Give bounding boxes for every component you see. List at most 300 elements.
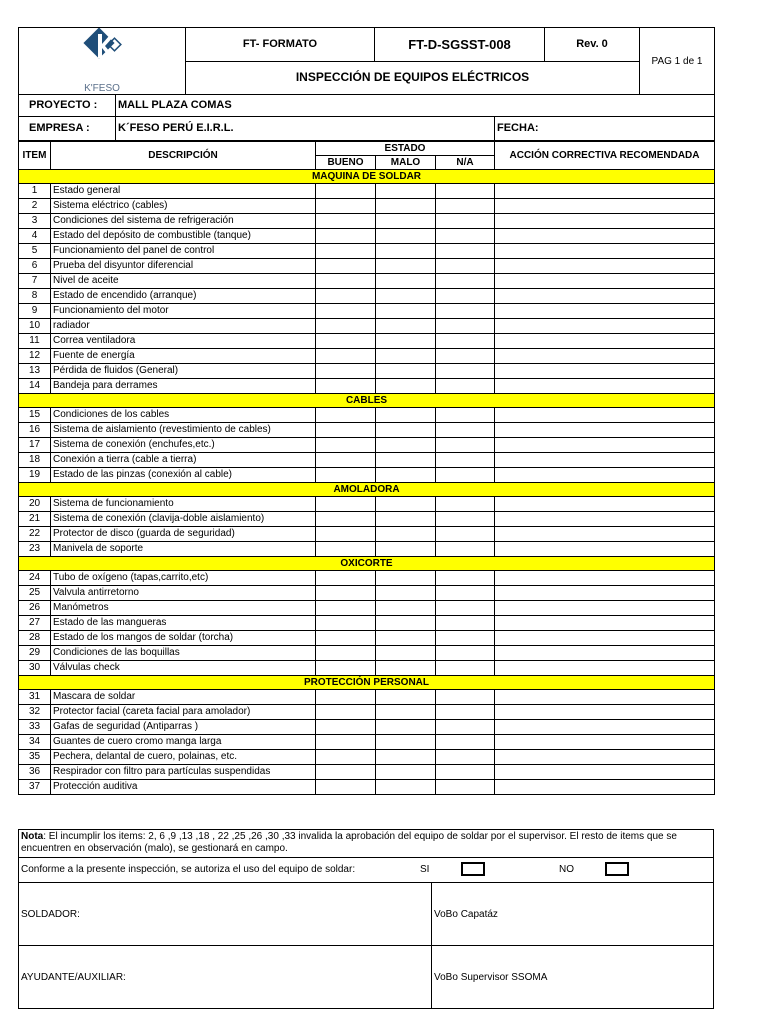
bueno-cell[interactable] [316, 407, 376, 422]
bueno-cell[interactable] [316, 764, 376, 779]
accion-cell[interactable] [495, 719, 715, 734]
bueno-cell[interactable] [316, 183, 376, 198]
footer-box [18, 829, 714, 1009]
item-number: 21 [19, 511, 51, 526]
section-header [19, 482, 715, 496]
malo-cell[interactable] [376, 183, 436, 198]
soldador-field[interactable]: SOLDADOR: [21, 908, 80, 920]
accion-cell[interactable] [495, 437, 715, 452]
accion-cell[interactable] [495, 183, 715, 198]
malo-cell[interactable] [376, 630, 436, 645]
item-number: 19 [19, 467, 51, 482]
malo-cell[interactable] [376, 734, 436, 749]
company-logo [19, 28, 186, 95]
table-row [19, 660, 715, 675]
item-number: 35 [19, 749, 51, 764]
item-number: 1 [19, 183, 51, 198]
table-row [19, 452, 715, 467]
malo-cell[interactable] [376, 749, 436, 764]
bueno-cell[interactable] [316, 303, 376, 318]
section-title: AMOLADORA [19, 482, 715, 496]
item-number: 34 [19, 734, 51, 749]
malo-cell[interactable] [376, 570, 436, 585]
table-row [19, 273, 715, 288]
na-cell[interactable] [436, 183, 495, 198]
col-descripcion: DESCRIPCIÓN [51, 141, 316, 169]
na-cell[interactable] [436, 243, 495, 258]
table-row [19, 630, 715, 645]
item-number: 37 [19, 779, 51, 794]
table-row [19, 570, 715, 585]
malo-cell[interactable] [376, 437, 436, 452]
malo-cell[interactable] [376, 198, 436, 213]
bueno-cell[interactable] [316, 689, 376, 704]
na-cell[interactable] [436, 734, 495, 749]
malo-cell[interactable] [376, 452, 436, 467]
table-row [19, 348, 715, 363]
bueno-cell[interactable] [316, 511, 376, 526]
item-number: 30 [19, 660, 51, 675]
na-cell[interactable] [436, 541, 495, 556]
table-row [19, 779, 715, 794]
malo-cell[interactable] [376, 704, 436, 719]
table-row [19, 615, 715, 630]
na-cell[interactable] [436, 645, 495, 660]
malo-cell[interactable] [376, 496, 436, 511]
table-row [19, 496, 715, 511]
item-number: 6 [19, 258, 51, 273]
note-text [19, 830, 713, 857]
item-description: Valvula antirretorno [51, 585, 316, 600]
table-row [19, 585, 715, 600]
logo-text: K'FESO [84, 83, 120, 94]
malo-cell[interactable] [376, 318, 436, 333]
item-description: Conexión a tierra (cable a tierra) [51, 452, 316, 467]
bueno-cell[interactable] [316, 273, 376, 288]
table-row [19, 600, 715, 615]
table-row [19, 198, 715, 213]
section-header [19, 169, 715, 183]
inspection-form [18, 27, 714, 795]
na-cell[interactable] [436, 630, 495, 645]
item-number: 2 [19, 198, 51, 213]
table-row [19, 526, 715, 541]
col-na: N/A [436, 155, 495, 169]
accion-cell[interactable] [495, 258, 715, 273]
supervisor-field[interactable]: VoBo Supervisor SSOMA [431, 946, 713, 1008]
na-cell[interactable] [436, 660, 495, 675]
bueno-cell[interactable] [316, 615, 376, 630]
item-description: Protección auditiva [51, 779, 316, 794]
accion-cell[interactable] [495, 243, 715, 258]
malo-cell[interactable] [376, 333, 436, 348]
item-number: 25 [19, 585, 51, 600]
malo-cell[interactable] [376, 303, 436, 318]
bueno-cell[interactable] [316, 318, 376, 333]
capataz-field[interactable]: VoBo Capatáz [431, 883, 713, 945]
na-cell[interactable] [436, 407, 495, 422]
item-description: Tubo de oxígeno (tapas,carrito,etc) [51, 570, 316, 585]
no-checkbox[interactable] [605, 862, 629, 876]
item-description: Sistema de conexión (enchufes,etc.) [51, 437, 316, 452]
item-description: Mascara de soldar [51, 689, 316, 704]
col-bueno: BUENO [316, 155, 376, 169]
si-checkbox[interactable] [461, 862, 485, 876]
bueno-cell[interactable] [316, 600, 376, 615]
item-description: Gafas de seguridad (Antiparras ) [51, 719, 316, 734]
format-label: FT- FORMATO [186, 28, 375, 62]
item-description: Sistema eléctrico (cables) [51, 198, 316, 213]
table-row [19, 183, 715, 198]
item-description: Pechera, delantal de cuero, polainas, etc. [51, 749, 316, 764]
na-cell[interactable] [436, 689, 495, 704]
accion-cell[interactable] [495, 689, 715, 704]
empresa-label: EMPRESA : [19, 116, 116, 140]
na-cell[interactable] [436, 496, 495, 511]
table-row [19, 363, 715, 378]
accion-cell[interactable] [495, 660, 715, 675]
item-description: Pérdida de fluidos (General) [51, 363, 316, 378]
item-number: 10 [19, 318, 51, 333]
malo-cell[interactable] [376, 660, 436, 675]
accion-cell[interactable] [495, 570, 715, 585]
malo-cell[interactable] [376, 407, 436, 422]
accion-cell[interactable] [495, 734, 715, 749]
item-description: Estado de encendido (arranque) [51, 288, 316, 303]
accion-cell[interactable] [495, 363, 715, 378]
table-row [19, 689, 715, 704]
item-number: 11 [19, 333, 51, 348]
proyecto-label: PROYECTO : [19, 95, 116, 116]
bueno-cell[interactable] [316, 779, 376, 794]
item-description: Bandeja para derrames [51, 378, 316, 393]
bueno-cell[interactable] [316, 630, 376, 645]
malo-cell[interactable] [376, 363, 436, 378]
accion-cell[interactable] [495, 541, 715, 556]
section-header [19, 675, 715, 689]
bueno-cell[interactable] [316, 585, 376, 600]
note-body: : El incumplir los items: 2, 6 ,9 ,13 ,18 , 22 ,25 ,26 ,30 ,33 invalida la aprobación del equipo de soldar por el supervisor. El resto de items que se encuentren en observación (malo), se gestionará en campo. [21, 831, 677, 854]
table-row [19, 318, 715, 333]
accion-cell[interactable] [495, 511, 715, 526]
na-cell[interactable] [436, 288, 495, 303]
item-description: Funcionamiento del motor [51, 303, 316, 318]
ayudante-field[interactable]: AYUDANTE/AUXILIAR: [21, 971, 126, 983]
bueno-cell[interactable] [316, 422, 376, 437]
accion-cell[interactable] [495, 779, 715, 794]
accion-cell[interactable] [495, 496, 715, 511]
proyecto-value: MALL PLAZA COMAS [116, 95, 715, 116]
accion-cell[interactable] [495, 318, 715, 333]
signature-row-2 [19, 945, 713, 1008]
item-number: 16 [19, 422, 51, 437]
page-number: PAG 1 de 1 [640, 28, 715, 95]
item-description: Manómetros [51, 600, 316, 615]
accion-cell[interactable] [495, 407, 715, 422]
bueno-cell[interactable] [316, 363, 376, 378]
accion-cell[interactable] [495, 422, 715, 437]
empresa-value: K´FESO PERÚ E.I.R.L. [116, 116, 495, 140]
col-accion: ACCIÓN CORRECTIVA RECOMENDADA [495, 141, 715, 169]
na-cell[interactable] [436, 318, 495, 333]
item-number: 23 [19, 541, 51, 556]
na-cell[interactable] [436, 213, 495, 228]
item-number: 17 [19, 437, 51, 452]
item-number: 29 [19, 645, 51, 660]
section-header [19, 393, 715, 407]
table-row [19, 333, 715, 348]
bueno-cell[interactable] [316, 378, 376, 393]
item-number: 36 [19, 764, 51, 779]
item-description: Protector facial (careta facial para amolador) [51, 704, 316, 719]
bueno-cell[interactable] [316, 734, 376, 749]
malo-cell[interactable] [376, 689, 436, 704]
malo-cell[interactable] [376, 213, 436, 228]
item-description: Válvulas check [51, 660, 316, 675]
na-cell[interactable] [436, 570, 495, 585]
bueno-cell[interactable] [316, 645, 376, 660]
accion-cell[interactable] [495, 585, 715, 600]
table-row [19, 228, 715, 243]
na-cell[interactable] [436, 749, 495, 764]
malo-cell[interactable] [376, 378, 436, 393]
na-cell[interactable] [436, 437, 495, 452]
malo-cell[interactable] [376, 228, 436, 243]
bueno-cell[interactable] [316, 749, 376, 764]
malo-cell[interactable] [376, 600, 436, 615]
conformity-text: Conforme a la presente inspección, se autoriza el uso del equipo de soldar: [21, 864, 356, 875]
malo-cell[interactable] [376, 288, 436, 303]
bueno-cell[interactable] [316, 258, 376, 273]
malo-cell[interactable] [376, 243, 436, 258]
item-number: 12 [19, 348, 51, 363]
accion-cell[interactable] [495, 288, 715, 303]
item-description: Estado de las pinzas (conexión al cable) [51, 467, 316, 482]
malo-cell[interactable] [376, 258, 436, 273]
item-description: Estado de los mangos de soldar (torcha) [51, 630, 316, 645]
item-description: Manivela de soporte [51, 541, 316, 556]
item-description: Condiciones del sistema de refrigeración [51, 213, 316, 228]
na-cell[interactable] [436, 600, 495, 615]
table-row [19, 243, 715, 258]
malo-cell[interactable] [376, 585, 436, 600]
info-table [18, 95, 715, 141]
na-cell[interactable] [436, 363, 495, 378]
kfeso-logo-icon [72, 28, 132, 84]
accion-cell[interactable] [495, 526, 715, 541]
bueno-cell[interactable] [316, 704, 376, 719]
item-number: 14 [19, 378, 51, 393]
bueno-cell[interactable] [316, 228, 376, 243]
item-description: Fuente de energía [51, 348, 316, 363]
item-description: Estado general [51, 183, 316, 198]
bueno-cell[interactable] [316, 288, 376, 303]
table-row [19, 407, 715, 422]
malo-cell[interactable] [376, 645, 436, 660]
accion-cell[interactable] [495, 213, 715, 228]
header-table [18, 27, 715, 95]
na-cell[interactable] [436, 452, 495, 467]
na-cell[interactable] [436, 422, 495, 437]
conformity-row [19, 857, 713, 882]
accion-cell[interactable] [495, 764, 715, 779]
checklist-table [18, 141, 715, 795]
malo-cell[interactable] [376, 348, 436, 363]
item-number: 26 [19, 600, 51, 615]
table-row [19, 213, 715, 228]
na-cell[interactable] [436, 467, 495, 482]
table-row [19, 541, 715, 556]
item-number: 22 [19, 526, 51, 541]
na-cell[interactable] [436, 333, 495, 348]
item-number: 20 [19, 496, 51, 511]
na-cell[interactable] [436, 585, 495, 600]
na-cell[interactable] [436, 511, 495, 526]
item-description: Estado de las mangueras [51, 615, 316, 630]
na-cell[interactable] [436, 526, 495, 541]
section-header [19, 556, 715, 570]
table-row [19, 511, 715, 526]
item-description: Condiciones de las boquillas [51, 645, 316, 660]
malo-cell[interactable] [376, 541, 436, 556]
item-number: 3 [19, 213, 51, 228]
accion-cell[interactable] [495, 378, 715, 393]
accion-cell[interactable] [495, 615, 715, 630]
item-description: Sistema de aislamiento (revestimiento de cables) [51, 422, 316, 437]
table-row [19, 734, 715, 749]
malo-cell[interactable] [376, 467, 436, 482]
accion-cell[interactable] [495, 600, 715, 615]
malo-cell[interactable] [376, 615, 436, 630]
item-number: 32 [19, 704, 51, 719]
na-cell[interactable] [436, 258, 495, 273]
na-cell[interactable] [436, 779, 495, 794]
na-cell[interactable] [436, 615, 495, 630]
bueno-cell[interactable] [316, 467, 376, 482]
item-number: 28 [19, 630, 51, 645]
accion-cell[interactable] [495, 303, 715, 318]
table-row [19, 258, 715, 273]
item-number: 27 [19, 615, 51, 630]
malo-cell[interactable] [376, 273, 436, 288]
accion-cell[interactable] [495, 273, 715, 288]
no-label: NO [559, 864, 574, 875]
table-row [19, 378, 715, 393]
item-description: Nivel de aceite [51, 273, 316, 288]
item-number: 33 [19, 719, 51, 734]
item-number: 4 [19, 228, 51, 243]
col-malo: MALO [376, 155, 436, 169]
malo-cell[interactable] [376, 511, 436, 526]
bueno-cell[interactable] [316, 570, 376, 585]
table-row [19, 303, 715, 318]
na-cell[interactable] [436, 273, 495, 288]
na-cell[interactable] [436, 378, 495, 393]
table-row [19, 288, 715, 303]
item-description: Funcionamiento del panel de control [51, 243, 316, 258]
accion-cell[interactable] [495, 198, 715, 213]
item-number: 24 [19, 570, 51, 585]
col-estado: ESTADO [316, 141, 495, 155]
bueno-cell[interactable] [316, 243, 376, 258]
bueno-cell[interactable] [316, 496, 376, 511]
item-number: 15 [19, 407, 51, 422]
bueno-cell[interactable] [316, 452, 376, 467]
item-number: 8 [19, 288, 51, 303]
form-title: INSPECCIÓN DE EQUIPOS ELÉCTRICOS [186, 61, 640, 95]
si-label: SI [420, 864, 430, 875]
accion-cell[interactable] [495, 645, 715, 660]
na-cell[interactable] [436, 198, 495, 213]
section-title: OXICORTE [19, 556, 715, 570]
item-description: Estado del depósito de combustible (tanque) [51, 228, 316, 243]
fecha-label: FECHA: [495, 116, 715, 140]
accion-cell[interactable] [495, 228, 715, 243]
bueno-cell[interactable] [316, 348, 376, 363]
bueno-cell[interactable] [316, 541, 376, 556]
item-number: 18 [19, 452, 51, 467]
malo-cell[interactable] [376, 422, 436, 437]
accion-cell[interactable] [495, 630, 715, 645]
malo-cell[interactable] [376, 526, 436, 541]
item-description: Sistema de conexión (clavija-doble aislamiento) [51, 511, 316, 526]
na-cell[interactable] [436, 228, 495, 243]
item-description: Guantes de cuero cromo manga larga [51, 734, 316, 749]
accion-cell[interactable] [495, 452, 715, 467]
accion-cell[interactable] [495, 749, 715, 764]
table-row [19, 467, 715, 482]
item-number: 7 [19, 273, 51, 288]
table-row [19, 704, 715, 719]
item-description: Respirador con filtro para partículas suspendidas [51, 764, 316, 779]
na-cell[interactable] [436, 303, 495, 318]
bueno-cell[interactable] [316, 333, 376, 348]
item-description: Prueba del disyuntor diferencial [51, 258, 316, 273]
bueno-cell[interactable] [316, 198, 376, 213]
accion-cell[interactable] [495, 348, 715, 363]
na-cell[interactable] [436, 704, 495, 719]
item-number: 5 [19, 243, 51, 258]
col-item: ITEM [19, 141, 51, 169]
item-description: radiador [51, 318, 316, 333]
bueno-cell[interactable] [316, 213, 376, 228]
table-row [19, 645, 715, 660]
revision: Rev. 0 [545, 28, 640, 62]
item-number: 9 [19, 303, 51, 318]
item-number: 31 [19, 689, 51, 704]
accion-cell[interactable] [495, 333, 715, 348]
accion-cell[interactable] [495, 704, 715, 719]
bueno-cell[interactable] [316, 660, 376, 675]
bueno-cell[interactable] [316, 437, 376, 452]
na-cell[interactable] [436, 348, 495, 363]
accion-cell[interactable] [495, 467, 715, 482]
na-cell[interactable] [436, 764, 495, 779]
bueno-cell[interactable] [316, 719, 376, 734]
table-row [19, 437, 715, 452]
item-description: Protector de disco (guarda de seguridad) [51, 526, 316, 541]
malo-cell[interactable] [376, 764, 436, 779]
document-code: FT-D-SGSST-008 [375, 28, 545, 62]
section-title: CABLES [19, 393, 715, 407]
malo-cell[interactable] [376, 779, 436, 794]
malo-cell[interactable] [376, 719, 436, 734]
table-row [19, 719, 715, 734]
item-description: Correa ventiladora [51, 333, 316, 348]
bueno-cell[interactable] [316, 526, 376, 541]
item-description: Sistema de funcionamiento [51, 496, 316, 511]
na-cell[interactable] [436, 719, 495, 734]
